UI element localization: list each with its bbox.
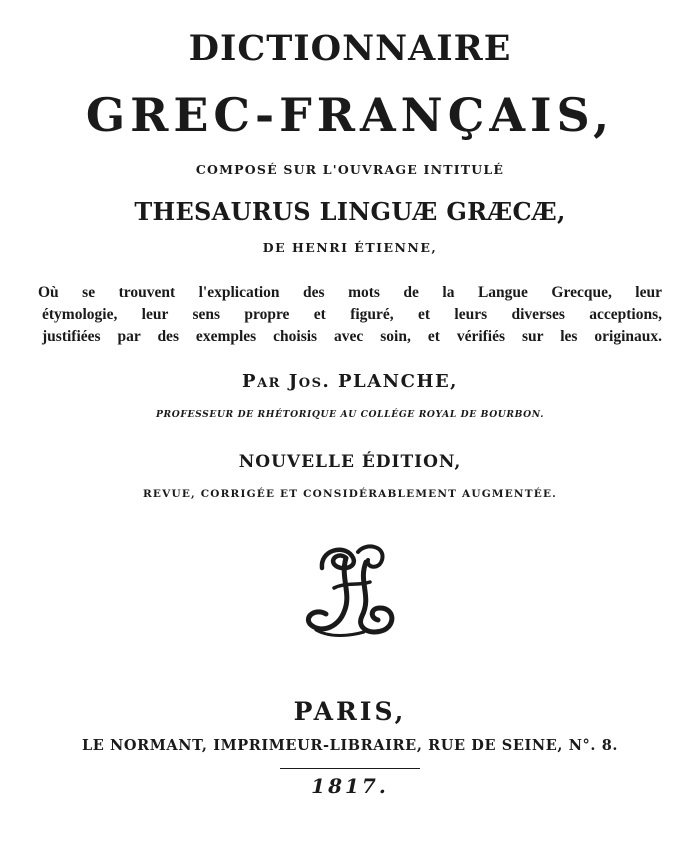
imprint-city: PARIS, [293,697,407,726]
edition-note: REVUE, CORRIGÉE ET CONSIDÉRABLEMENT AUGMENTÉE. [142,488,557,500]
description-paragraph [38,282,662,348]
monogram-icon [300,538,400,642]
title-line-dictionnaire: DICTIONNAIRE [188,28,512,69]
composed-on-caption: COMPOSÉ SUR L'OUVRAGE INTITULÉ [195,162,505,177]
author-title: PROFESSEUR DE RHÉTORIQUE AU COLLÉGE ROYAL DE BOURBON. [156,409,544,420]
imprint-year: 1817. [311,774,389,798]
description-line: étymologie, leur sens propre et figuré, et leurs diverses acceptions, [42,306,662,323]
author-line: Par Jos. PLANCHE, [242,371,458,392]
title-line-grec-francais: GREC-FRANÇAIS, [85,88,615,142]
description-line: Où se trouvent l'explication des mots de la Langue Grecque, leur [38,284,662,301]
edition-label: NOUVELLE ÉDITION, [238,452,462,472]
description-line: justifiées par des exemples choisis avec soin, et vérifiés sur les originaux. [42,328,662,345]
source-work-author: DE HENRI ÉTIENNE, [262,240,438,255]
imprint-publisher: LE NORMANT, IMPRIMEUR-LIBRAIRE, RUE DE SEINE, N°. 8. [81,737,619,754]
source-work-title: THESAURUS LINGUÆ GRÆCÆ, [134,197,566,226]
imprint-divider [280,768,420,769]
